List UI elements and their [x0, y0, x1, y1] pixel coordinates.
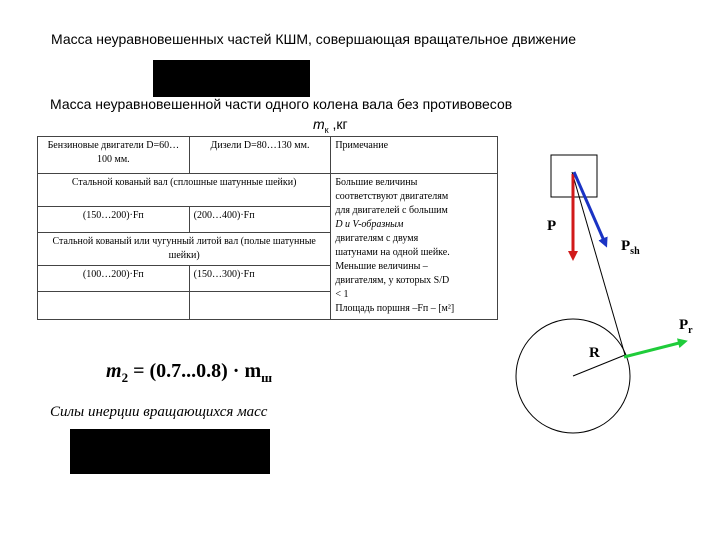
label-psh: $P_{sh}$: [621, 238, 640, 257]
formula-rhs-index: ш: [261, 370, 273, 385]
connecting-rod-line: [572, 172, 625, 355]
value-diesel-solid: (200…400)·Fп: [189, 207, 331, 233]
section-solid-pins: Стальной кованый вал (сплошные шатунные шейки): [38, 174, 331, 207]
pr-force-arrow: [624, 342, 683, 357]
value-diesel-hollow: (150…300)·Fп: [189, 266, 331, 292]
note-line: < 1: [335, 289, 349, 300]
formula-lhs-index: 2: [121, 370, 129, 385]
mass-unit: ,кг: [328, 116, 348, 132]
note-line: соответствуют двигателям: [335, 191, 449, 202]
label-r: R: [589, 345, 600, 361]
label-p: P: [547, 218, 557, 234]
formula-rhs: = (0.7...0.8) · m: [128, 360, 262, 382]
note-line: Меньшие величины –: [335, 261, 428, 272]
section-title-inertia: Силы инерции вращающихся масс: [50, 404, 268, 420]
note-line: Площадь поршня –Fп – [м²]: [335, 303, 455, 314]
note-line: Большие величины: [335, 177, 418, 188]
header-diesel: Дизели D=80…130 мм.: [189, 137, 331, 174]
header-gasoline: Бензиновые двигатели D=60…100 мм.: [38, 137, 190, 174]
mass-symbol-index: к: [324, 124, 329, 135]
value-gasoline-solid: (150…200)·Fп: [38, 207, 190, 233]
mass-symbol: m: [313, 116, 325, 132]
label-pr: $P_r$: [679, 317, 693, 336]
note-line: двигателям, у которых S/D: [335, 275, 450, 286]
note-line: двигателям с двумя: [335, 233, 419, 244]
section-hollow-pins: Стальной кованый или чугунный литой вал (полые шатунные шейки): [38, 233, 331, 266]
formula-lhs: m: [106, 360, 122, 382]
note-line: D и V-образным: [335, 219, 404, 230]
heading-rotating-mass: Масса неуравновешенных частей КШМ, совершающая вращательное движение: [51, 31, 577, 47]
note-line: для двигателей с большим: [335, 205, 448, 216]
note-line: шатунами на одной шейке.: [335, 247, 450, 258]
value-gasoline-hollow: (100…200)·Fп: [38, 266, 190, 292]
heading-crank-mass: Масса неуравновешенной части одного колена вала без противовесов: [50, 96, 513, 112]
header-note: Примечание: [331, 137, 498, 174]
